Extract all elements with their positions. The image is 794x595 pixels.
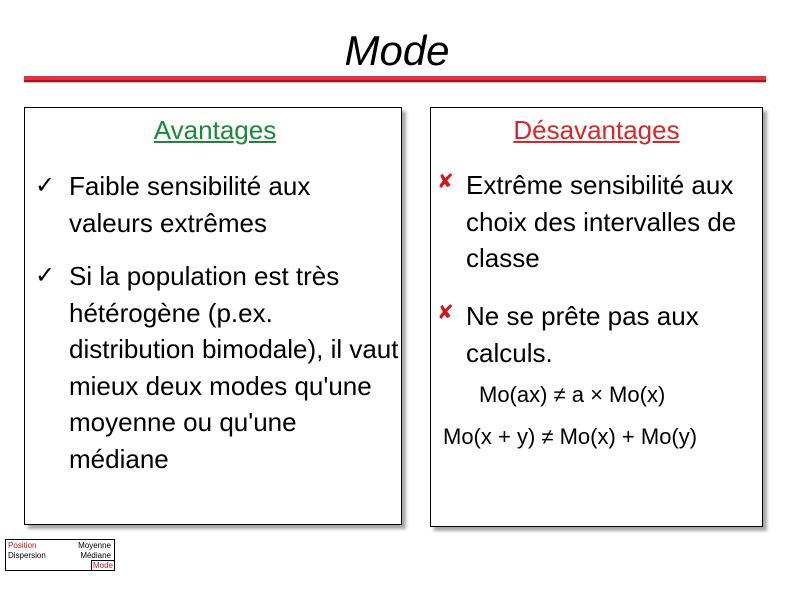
- formula-scaling: Mo(ax) ≠ a × Mo(x): [479, 382, 666, 407]
- disadvantage-item-text: Extrême sensibilité aux choix des intervalles de classe: [466, 170, 737, 273]
- legend-item-mode[interactable]: Mode: [92, 561, 113, 570]
- slide-title: Mode: [344, 27, 450, 74]
- legend-item-dispersion[interactable]: Dispersion: [8, 551, 46, 560]
- cross-icon: ✘: [437, 302, 454, 324]
- check-icon: ✓: [35, 262, 56, 289]
- advantages-heading: Avantages: [153, 115, 277, 145]
- formula-additivity: Mo(x + y) ≠ Mo(x) + Mo(y): [443, 424, 698, 449]
- navigation-legend: [5, 539, 115, 571]
- disadvantages-panel: [430, 107, 763, 527]
- advantage-item-text: Si la population est très hétérogène (p.ex. distribution bimodale), il vaut mieux deux modes qu'une moyenne ou qu'une médiane: [69, 261, 399, 474]
- disadvantage-item: [431, 167, 761, 277]
- disadvantage-item: [431, 298, 761, 371]
- disadvantage-item-text: Ne se prête pas aux calculs.: [466, 301, 699, 368]
- legend-item-moyenne[interactable]: Moyenne: [78, 541, 111, 550]
- advantage-item: [35, 168, 395, 241]
- title-underline-rule: [24, 76, 766, 82]
- cross-icon: ✘: [437, 171, 454, 193]
- legend-item-mediane[interactable]: Médiane: [80, 551, 111, 560]
- advantages-panel: [24, 107, 402, 525]
- check-icon: ✓: [35, 172, 56, 199]
- legend-right-column: [78, 541, 111, 571]
- advantage-item-text: Faible sensibilité aux valeurs extrêmes: [69, 171, 311, 238]
- legend-item-position[interactable]: Position: [8, 541, 37, 550]
- advantage-item: [35, 258, 401, 477]
- legend-left-column: [8, 541, 46, 561]
- disadvantages-heading: Désavantages: [513, 115, 680, 145]
